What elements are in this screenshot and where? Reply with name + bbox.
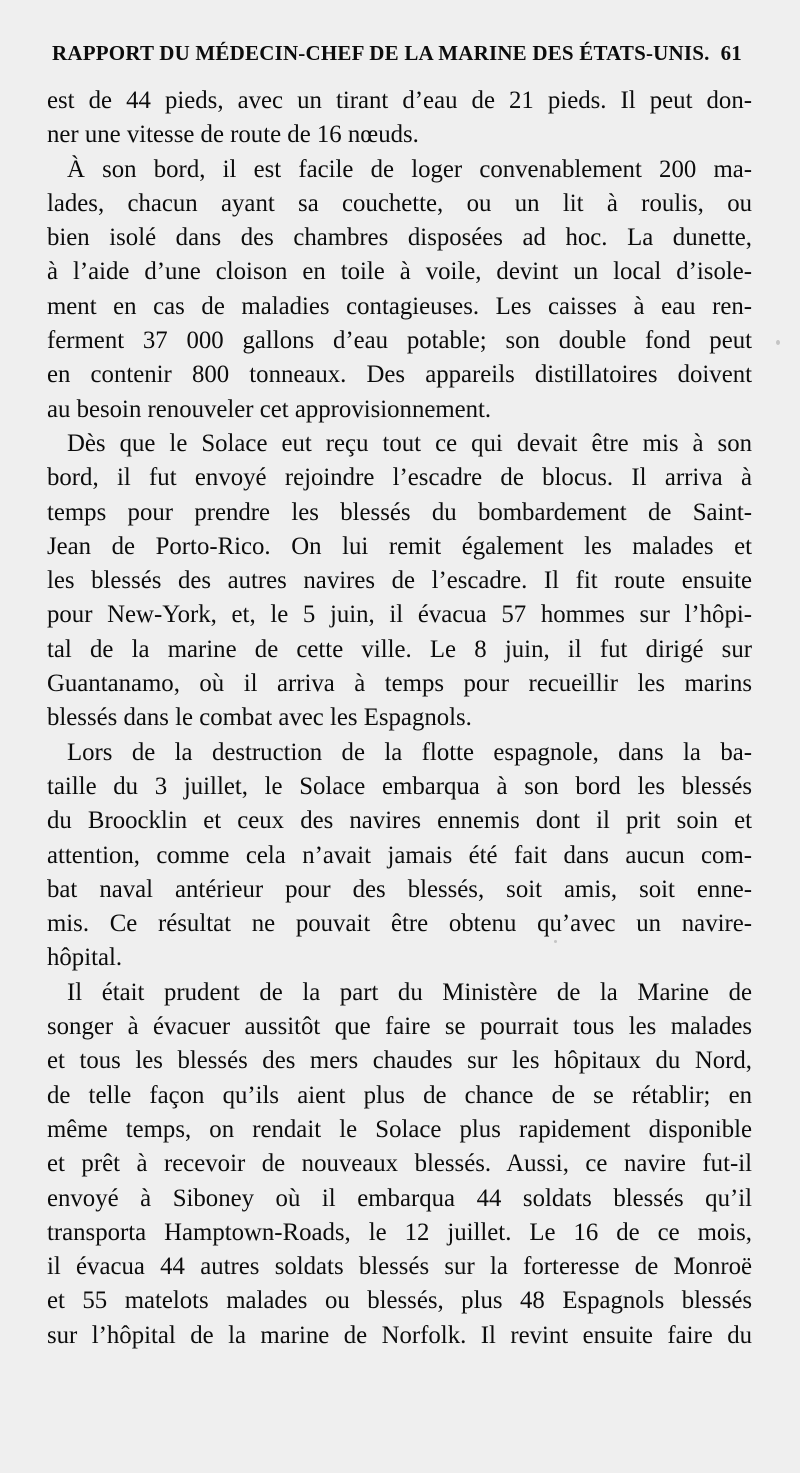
text-line: envoyé à Siboney où il embarqua 44 soldats blessés qu’il	[47, 1184, 752, 1212]
text-line: Jean de Porto-Rico. On lui remit également les malades et	[47, 532, 752, 560]
text-line: à l’aide d’une cloison en toile à voile, devint un local d’isole-	[47, 258, 752, 286]
text-line: même temps, on rendait le Solace plus rapidement disponible	[47, 1115, 752, 1143]
text-line: songer à évacuer aussitôt que faire se pourrait tous les malades	[47, 1013, 752, 1041]
text-line: Dès que le Solace eut reçu tout ce qui devait être mis à son	[67, 429, 752, 457]
text-line: À son bord, il est facile de loger convenablement 200 ma-	[67, 155, 752, 183]
text-line: bat naval antérieur pour des blessés, soit amis, soit enne-	[47, 875, 752, 903]
text-line: mis. Ce résultat ne pouvait être obtenu qu’avec un navire-	[47, 910, 752, 938]
text-line: taille du 3 juillet, le Solace embarqua à son bord les blessés	[47, 772, 752, 800]
text-line: attention, comme cela n’avait jamais été fait dans aucun com-	[47, 841, 752, 869]
text-line: transporta Hamptown-Roads, le 12 juillet. Le 16 de ce mois,	[47, 1218, 752, 1246]
text-line: temps pour prendre les blessés du bombardement de Saint-	[47, 498, 752, 526]
text-line: bien isolé dans des chambres disposées ad hoc. La dunette,	[47, 224, 752, 252]
scan-speck	[433, 406, 436, 409]
text-line: il évacua 44 autres soldats blessés sur la forteresse de Monroë	[47, 1253, 752, 1281]
scan-speck	[554, 940, 557, 943]
text-line: et tous les blessés des mers chaudes sur les hôpitaux du Nord,	[47, 1047, 752, 1075]
text-line: ment en cas de maladies contagieuses. Les caisses à eau ren-	[47, 292, 752, 320]
text-line: au besoin renouveler cet approvisionnement.	[47, 395, 492, 423]
text-line: en contenir 800 tonneaux. Des appareils distillatoires doivent	[47, 361, 752, 389]
text-line: et 55 matelots malades ou blessés, plus 48 Espagnols blessés	[47, 1287, 752, 1315]
text-line: bord, il fut envoyé rejoindre l’escadre de blocus. Il arriva à	[47, 464, 752, 492]
text-line: du Broocklin et ceux des navires ennemis dont il prit soin et	[47, 807, 752, 835]
text-line: hôpital.	[47, 944, 123, 972]
text-line: Lors de la destruction de la flotte espagnole, dans la ba-	[67, 738, 752, 766]
text-line: de telle façon qu’ils aient plus de chance de se rétablir; en	[47, 1081, 752, 1109]
header-title: RAPPORT DU MÉDECIN-CHEF DE LA MARINE DES ÉTATS-UNIS.	[52, 41, 710, 65]
text-line: et prêt à recevoir de nouveaux blessés. Aussi, ce navire fut-il	[47, 1150, 752, 1178]
text-line: ner une vitesse de route de 16 nœuds.	[47, 121, 419, 149]
text-line: Guantanamo, où il arriva à temps pour recueillir les marins	[47, 670, 752, 698]
text-line: est de 44 pieds, avec un tirant d’eau de 21 pieds. Il peut don-	[47, 87, 752, 114]
text-line: sur l’hôpital de la marine de Norfolk. Il revint ensuite faire du	[47, 1321, 752, 1349]
text-line: tal de la marine de cette ville. Le 8 juin, il fut dirigé sur	[47, 635, 752, 663]
body-text	[47, 84, 752, 1353]
text-line: pour New-York, et, le 5 juin, il évacua 57 hommes sur l’hôpi-	[47, 601, 752, 629]
page-number: 61	[720, 41, 742, 65]
text-line: lades, chacun ayant sa couchette, ou un lit à roulis, ou	[47, 189, 752, 217]
scan-speck	[776, 340, 780, 345]
running-header	[52, 41, 742, 75]
text-line: ferment 37 000 gallons d’eau potable; son double fond peut	[47, 327, 752, 355]
text-line: les blessés des autres navires de l’escadre. Il fit route ensuite	[47, 567, 752, 595]
text-line: Il était prudent de la part du Ministère de la Marine de	[67, 978, 752, 1006]
text-line: blessés dans le combat avec les Espagnols.	[47, 704, 472, 732]
